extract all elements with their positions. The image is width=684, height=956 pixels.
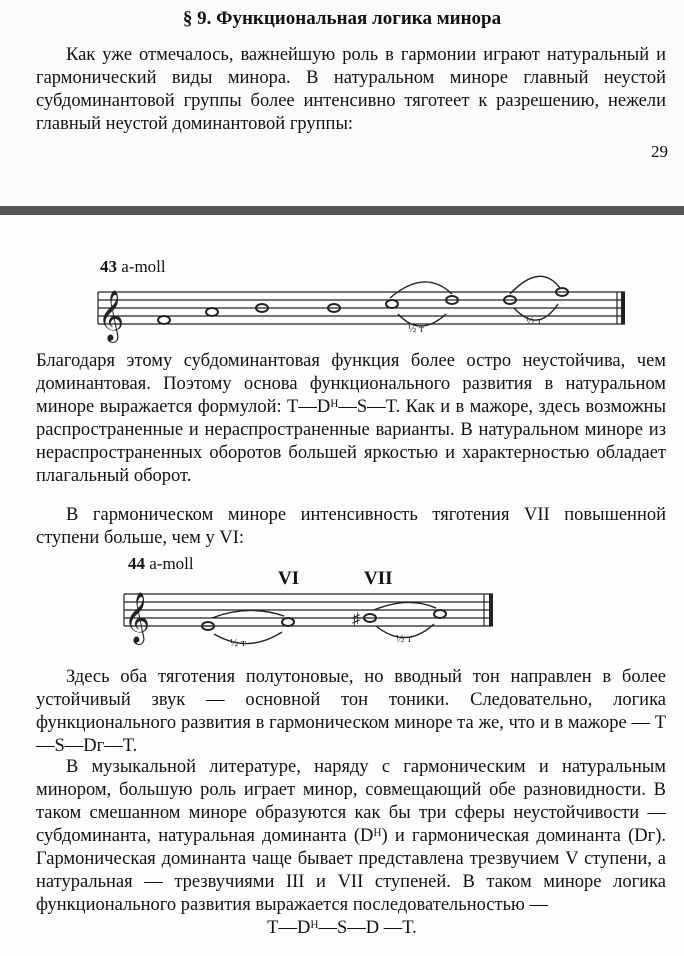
interval-label-3: ½ т	[230, 637, 246, 649]
page-divider	[0, 206, 684, 215]
interval-label-2: ½ т	[526, 315, 542, 327]
paragraph-1: Благодаря этому субдоминантовая функция более остро неустойчива, чем доминантовая. Поэтому основа функционального развития в натуральном миноре выражается формулой: T—Dᴴ—S—T. Как и в мажоре, здесь возможны распространенные и нераспространенные варианты. В натуральном миноре из нераспространенных оборотов большей яркостью и характерностью обладает плагальный оборот.	[36, 351, 666, 486]
example-43-key: a-moll	[121, 257, 166, 276]
treble-clef-icon: 𝄞	[124, 592, 151, 643]
paragraph-2-text: В гармоническом миноре интенсивность тяготения VII повышенной ступени больше, чем у VI:	[36, 505, 666, 548]
interval-label-1: ½ т	[408, 323, 424, 335]
example-44-number: 44	[128, 554, 145, 573]
paragraph-4-text: В музыкальной литературе, наряду с гармоническим и натуральным минором, большую роль играет минор, совмещающий обе разновидности. В таком смешанном миноре образуются как бы три сферы неустойчивости — субдоминанта, натуральная доминанта (Dᴴ) и гармоническая доминанта (Dᴦ). Гармоническая доминанта чаще бывает представлена трезвучием V ступени, а натуральная — трезвучиями III и VII ступеней. В таком миноре логика функционального развития выражается последовательностью —	[36, 757, 666, 915]
degree-label-vii: VII	[364, 568, 393, 589]
degree-label-vi: VI	[278, 568, 300, 589]
section-heading: § 9. Функциональная логика минора	[182, 8, 502, 29]
interval-label-4: ½ т	[396, 633, 412, 645]
final-formula: T—Dᴴ—S—D —T.	[267, 918, 417, 938]
music-staff-example-43	[90, 270, 630, 350]
example-44-label	[128, 554, 194, 574]
page-number: 29	[651, 142, 668, 161]
paragraph-4	[36, 756, 666, 917]
paragraph-3-text: Здесь оба тяготения полутоновые, но вводный тон направлен в более устойчивый звук — основной тон тоники. Следовательно, логика функционального развития в гармоническом миноре та же, что и в мажоре — T—S—Dᴦ—T.	[36, 667, 666, 756]
intro-text: Как уже отмечалось, важнейшую роль в гармонии играют натуральный и гармонический виды минора. В натуральном миноре главный неустой субдоминантовой группы более интенсивно тяготеет к разрешению, нежели главный неустой доминантовой группы:	[36, 45, 666, 134]
paragraph-2	[36, 504, 666, 550]
paragraph-3	[36, 666, 666, 758]
example-44-key: a-moll	[149, 554, 194, 573]
music-staff-example-44	[118, 580, 498, 660]
example-43-number: 43	[100, 257, 117, 276]
intro-paragraph	[36, 44, 666, 136]
sharp-icon: ♯	[352, 611, 360, 628]
treble-clef-icon: 𝄞	[98, 290, 125, 341]
